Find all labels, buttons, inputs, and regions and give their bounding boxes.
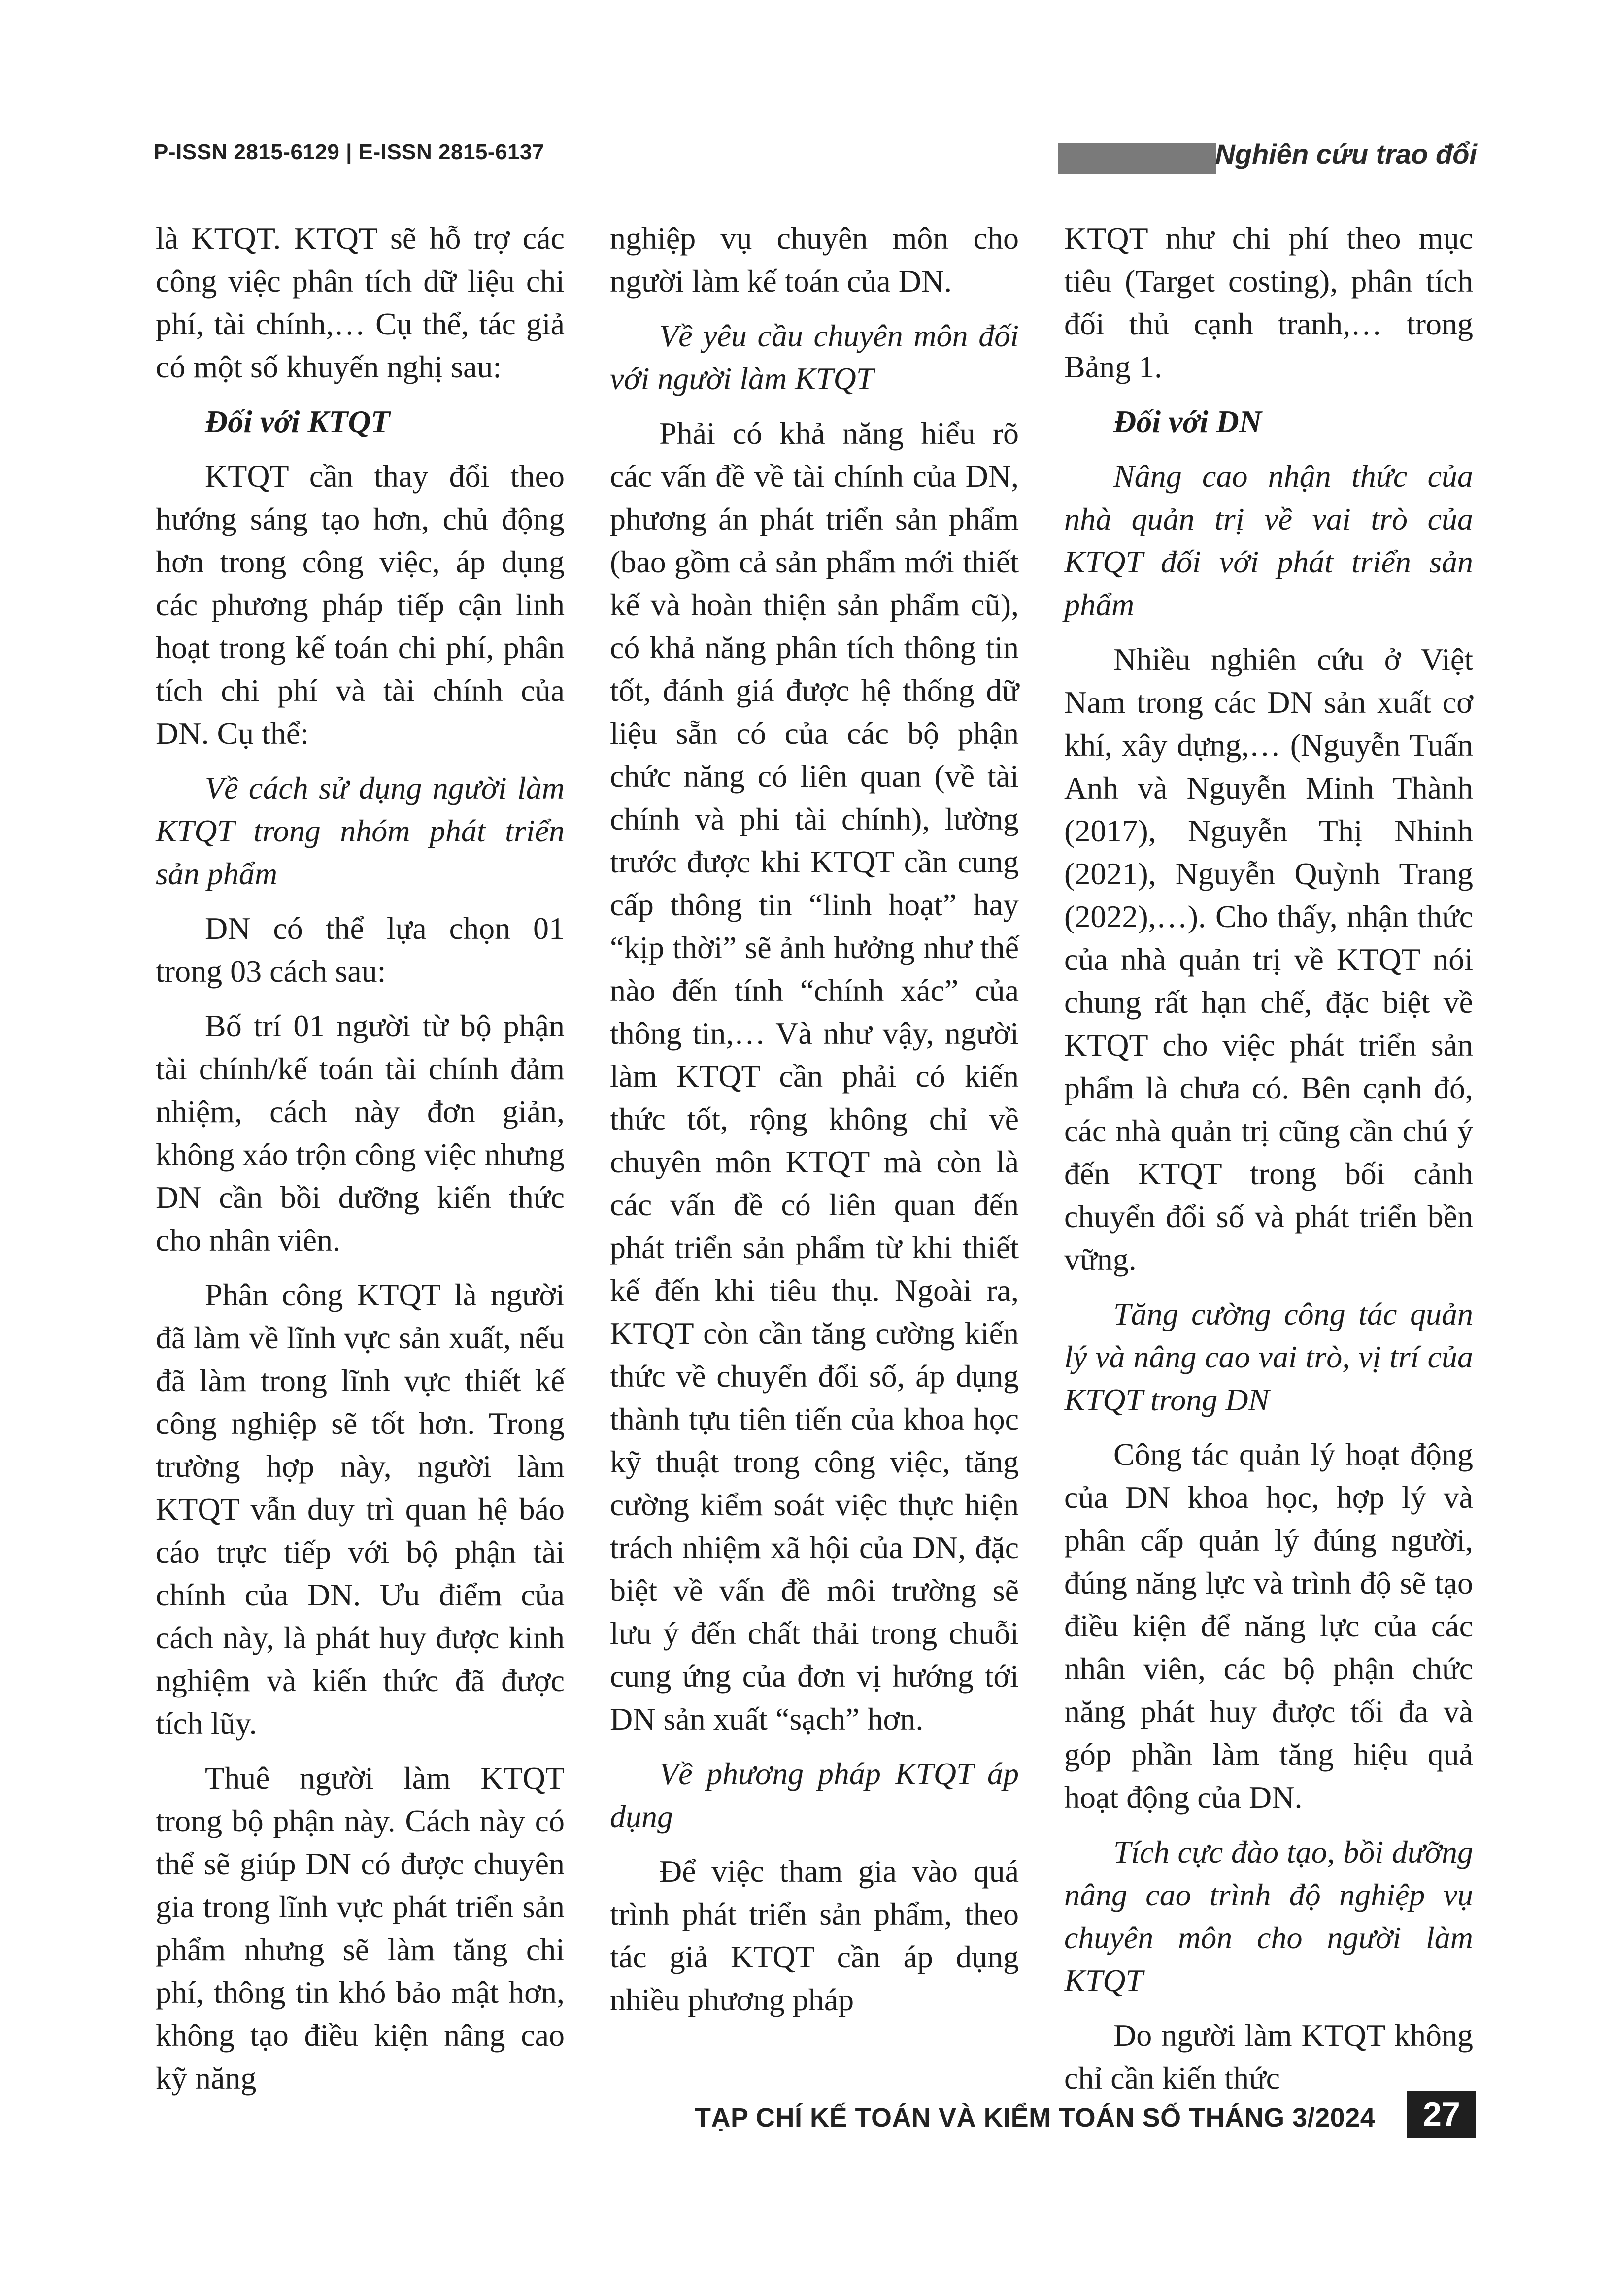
- paragraph: Công tác quản lý hoạt động của DN khoa học, hợp lý và phân cấp quản lý đúng người, đúng năng lực và trình độ sẽ tạo điều kiện để năng lực của các nhân viên, các bộ phận chức năng phát huy được tối đa và góp phần làm tăng hiệu quả hoạt động của DN.: [1064, 1437, 1473, 1815]
- page-number: 27: [1407, 2091, 1476, 2138]
- subheading: Tích cực đào tạo, bồi dưỡng nâng cao trình độ nghiệp vụ chuyên môn cho người làm KTQT: [1064, 1834, 1473, 1998]
- subheading: Nâng cao nhận thức của nhà quản trị về vai trò của KTQT đối với phát triển sản phẩm: [1064, 459, 1473, 622]
- paragraph: Để việc tham gia vào quá trình phát triển sản phẩm, theo tác giả KTQT cần áp dụng nhiều phương pháp: [610, 1854, 1019, 2017]
- subheading: Về yêu cầu chuyên môn đối với người làm KTQT: [610, 318, 1019, 396]
- paragraph: Nhiều nghiên cứu ở Việt Nam trong các DN sản xuất cơ khí, xây dựng,… (Nguyễn Tuấn Anh và Nguyễn Minh Thành (2017), Nguyễn Thị Nhinh (2021), Nguyễn Quỳnh Trang (2022),…). Cho thấy, nhận thức của nhà quản trị về KTQT nói chung rất hạn chế, đặc biệt về KTQT cho việc phát triển sản phẩm là chưa có. Bên cạnh đó, các nhà quản trị cũng cần chú ý đến KTQT trong bối cảnh chuyển đổi số và phát triển bền vững.: [1064, 642, 1473, 1277]
- journal-title: TẠP CHÍ KẾ TOÁN VÀ KIỂM TOÁN SỐ THÁNG 3/2024: [695, 2103, 1376, 2132]
- issn-header: P-ISSN 2815-6129 | E-ISSN 2815-6137: [154, 140, 544, 164]
- paragraph: KTQT cần thay đổi theo hướng sáng tạo hơn, chủ động hơn trong công việc, áp dụng các phương pháp tiếp cận linh hoạt trong kế toán chi phí, phân tích chi phí và tài chính của DN. Cụ thể:: [156, 459, 565, 751]
- paragraph-continued: là KTQT. KTQT sẽ hỗ trợ các công việc phân tích dữ liệu chi phí, tài chính,… Cụ thể, tác giả có một số khuyến nghị sau:: [156, 221, 565, 384]
- subheading: Về phương pháp KTQT áp dụng: [610, 1756, 1019, 1834]
- paragraph: Phân công KTQT là người đã làm về lĩnh vực sản xuất, nếu đã làm trong lĩnh vực thiết kế công nghiệp sẽ tốt hơn. Trong trường hợp này, người làm KTQT vẫn duy trì quan hệ báo cáo trực tiếp với bộ phận tài chính của DN. Ưu điểm của cách này, là phát huy được kinh nghiệm và kiến thức đã được tích lũy.: [156, 1277, 565, 1741]
- paragraph-continued: KTQT như chi phí theo mục tiêu (Target costing), phân tích đối thủ cạnh tranh,… trong Bảng 1.: [1064, 221, 1473, 384]
- subheading: Tăng cường công tác quản lý và nâng cao vai trò, vị trí của KTQT trong DN: [1064, 1297, 1473, 1417]
- section-heading: Đối với DN: [1113, 404, 1262, 439]
- subheading: Về cách sử dụng người làm KTQT trong nhóm phát triển sản phẩm: [156, 770, 565, 891]
- paragraph: Do người làm KTQT không chỉ cần kiến thức: [1064, 2018, 1473, 2096]
- text-column-1: [156, 217, 565, 2111]
- text-column-3: [1064, 217, 1473, 2111]
- section-title: Nghiên cứu trao đổi: [1215, 138, 1477, 169]
- text-column-2: [610, 217, 1019, 2033]
- section-bar: [1058, 143, 1216, 174]
- paragraph: DN có thể lựa chọn 01 trong 03 cách sau:: [156, 911, 565, 989]
- section-heading: Đối với KTQT: [205, 404, 390, 439]
- paragraph: Bố trí 01 người từ bộ phận tài chính/kế toán tài chính đảm nhiệm, cách này đơn giản, không xáo trộn công việc nhưng DN cần bồi dưỡng kiến thức cho nhân viên.: [156, 1008, 565, 1258]
- paragraph: Phải có khả năng hiểu rõ các vấn đề về tài chính của DN, phương án phát triển sản phẩm (bao gồm cả sản phẩm mới thiết kế và hoàn thiện sản phẩm cũ), có khả năng phân tích thông tin tốt, đánh giá được hệ thống dữ liệu sẵn có của các bộ phận chức năng có liên quan (về tài chính và phi tài chính), lường trước được khi KTQT cần cung cấp thông tin “linh hoạt” hay “kịp thời” sẽ ảnh hưởng như thế nào đến tính “chính xác” của thông tin,… Và như vậy, người làm KTQT cần phải có kiến thức tốt, rộng không chỉ về chuyên môn KTQT mà còn là các vấn đề có liên quan đến phát triển sản phẩm từ khi thiết kế đến khi tiêu thụ. Ngoài ra, KTQT còn cần tăng cường kiến thức về chuyển đổi số, áp dụng thành tựu tiên tiến của khoa học kỹ thuật trong công việc, tăng cường kiểm soát việc thực hiện trách nhiệm xã hội của DN, đặc biệt về vấn đề môi trường sẽ lưu ý đến chất thải trong chuỗi cung ứng của đơn vị hướng tới DN sản xuất “sạch” hơn.: [610, 416, 1019, 1736]
- paragraph-continued: nghiệp vụ chuyên môn cho người làm kế toán của DN.: [610, 221, 1019, 299]
- paragraph: Thuê người làm KTQT trong bộ phận này. Cách này có thể sẽ giúp DN có được chuyên gia trong lĩnh vực phát triển sản phẩm nhưng sẽ làm tăng chi phí, thông tin khó bảo mật hơn, không tạo điều kiện nâng cao kỹ năng: [156, 1761, 565, 2096]
